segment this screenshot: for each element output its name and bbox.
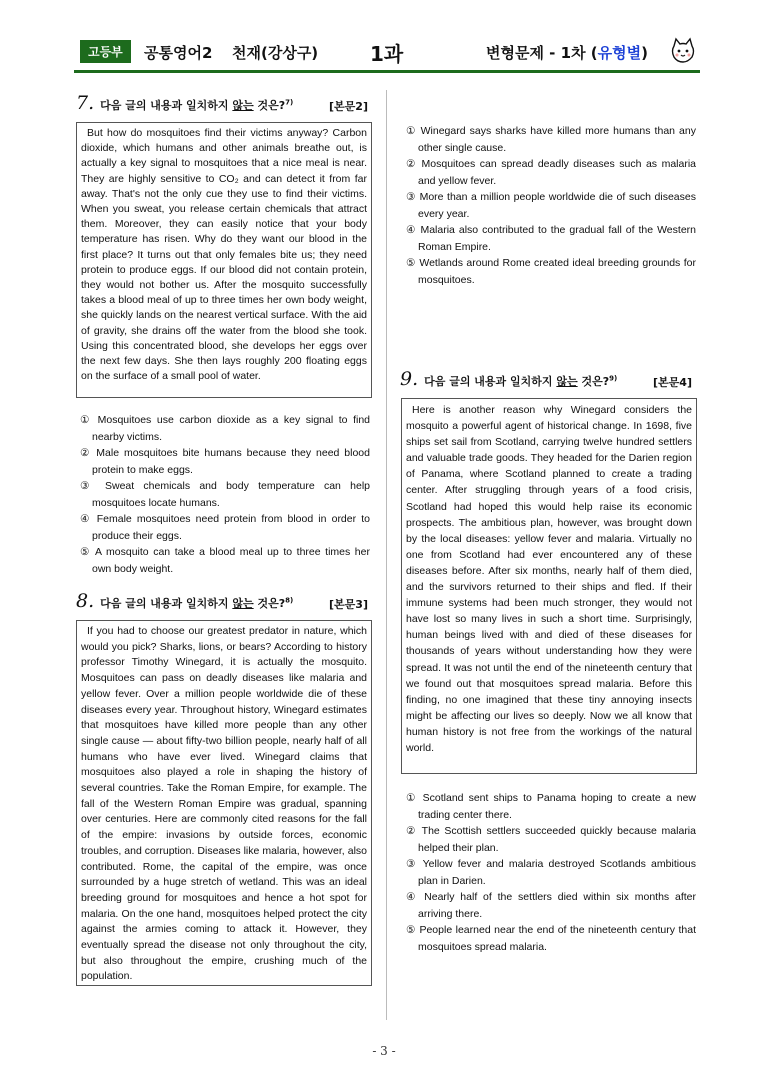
- choice-3[interactable]: ③ More than a million people worldwide die of such diseases every year.: [406, 191, 696, 220]
- choice-4[interactable]: ④ Malaria also contributed to the gradual fall of the Western Roman Empire.: [406, 224, 696, 253]
- subject-title: 공통영어2: [144, 44, 213, 62]
- choice-1[interactable]: ① Winegard says sharks have killed more humans than any other single cause.: [406, 125, 696, 154]
- choice-1[interactable]: ① Mosquitoes use carbon dioxide as a key signal to find nearby victims.: [80, 414, 370, 443]
- page-header: [74, 34, 700, 70]
- lesson-title: 1과: [370, 42, 404, 66]
- question-9-choices: [406, 790, 696, 955]
- question-number: 8.: [76, 590, 95, 612]
- question-8-heading: 8. 다음 글의 내용과 일치하지 않는 것은?$^{8)}$ [본문3]: [76, 590, 368, 612]
- column-divider: [386, 90, 387, 1020]
- level-badge: 고등부: [80, 40, 131, 63]
- passage-reference: [본문3]: [329, 598, 368, 611]
- choice-5[interactable]: ⑤ People learned near the end of the nineteenth century that mosquitoes spread malaria.: [406, 924, 696, 953]
- question-number: 7.: [76, 92, 95, 114]
- choice-3[interactable]: ③ Yellow fever and malaria destroyed Scotlands ambitious plan in Darien.: [406, 858, 696, 887]
- choice-4[interactable]: ④ Female mosquitoes need protein from blood in order to produce their eggs.: [80, 513, 370, 542]
- passage-reference: [본문2]: [329, 100, 368, 113]
- choice-5[interactable]: ⑤ Wetlands around Rome created ideal breeding grounds for mosquitoes.: [406, 257, 696, 286]
- question-7-heading: 7. 다음 글의 내용과 일치하지 않는 것은?$^{7)}$ [본문2]: [76, 92, 368, 114]
- choice-4[interactable]: ④ Nearly half of the settlers died within six months after arriving there.: [406, 891, 696, 920]
- question-9-passage: Here is another reason why Winegard considers the mosquito a powerful agent of historical change. In 1698, five ships set sail from Scotland, carrying twelve hundred settlers and valuable trade goods. They headed for the Darien region of Panama, where Scotland planned to create a trading center. After struggling through years of a food crisis, Scotland had hoped this would help raise its economic prospects. The ambitious plan, however, was brought down by the local diseases: yellow fever and malaria. Virtually no one from Scotland had ever encountered any of these diseases before. After six months, nearly half of them died, and the survivors returned to their ships and fled. If their immune systems had been much stronger, they would not have lost so many lives in such a short time. Surprisingly, human beings lived with and died of these diseases for thousands of years without understanding how they were spread. It was not until the end of the nineteenth century that we found out that mosquitoes spread malaria. Before this finding, no one imagined that these tiny annoying insects might be affecting our lives so deeply. Now we all know that human history is not free from the workings of the natural world.: [401, 398, 697, 774]
- question-8-choices: [406, 123, 696, 288]
- choice-3[interactable]: ③ Sweat chemicals and body temperature can help mosquitoes locate humans.: [80, 480, 370, 509]
- question-7-passage: But how do mosquitoes find their victims anyway? Carbon dioxide, which humans and other animals breathe out, is actually a key signal to mosquitoes that a nice meal is near. They are highly sensitive to CO₂ and can detect it from far away. That's not the only cue they use to find their victims. When you sweat, you release certain chemicals that attract them. Moreover, they can easily notice that your body temperature has risen. Why do they want our blood in the first place? It turns out that only females bite us; they need protein to produce eggs. If our blood did not contain protein, they would not bother us. After the mosquito successfully takes a blood meal of up to three times her own body weight, she quickly lands on the nearest vertical surface. With the aid of gravity, she drains off the water from the blood she took. Using this concentrated blood, she develops her eggs over the next few days. She then lays roughly 200 floating eggs on the surface of a small pool of water.: [76, 122, 372, 398]
- cat-mascot-icon: [668, 36, 698, 66]
- choice-2[interactable]: ② Male mosquitoes bite humans because they need blood protein to make eggs.: [80, 447, 370, 476]
- exam-type-highlight: 유형별: [597, 44, 642, 62]
- question-9-heading: 9. 다음 글의 내용과 일치하지 않는 것은?$^{9)}$ [본문4]: [400, 368, 692, 390]
- choice-2[interactable]: ② Mosquitoes can spread deadly diseases such as malaria and yellow fever.: [406, 158, 696, 187]
- textbook-name: 천재(강상구): [232, 44, 319, 62]
- page-number: - 3 -: [372, 1044, 396, 1058]
- choice-5[interactable]: ⑤ A mosquito can take a blood meal up to three times her own body weight.: [80, 546, 370, 575]
- question-8-passage: If you had to choose our greatest predator in nature, which would you pick? Sharks, lions, or bears? According to history professor Timothy Winegard, it is actually the mosquito. Mosquitoes can pass on deadly diseases like malaria and yellow fever. Over a million people worldwide die of these diseases every year. Throughout history, Winegard estimates that mosquitoes have killed more people than any other single cause — about fifty-two billion people, nearly half of all humans who have ever lived. Winegard claims that mosquitoes also played a role in shaping the history of several countries. Take the Roman Empire, for example. The fall of the Western Roman Empire was gradual, spanning over centuries. Here are commonly cited reasons for the fall of the empire: invasions by outside forces, economic troubles, and corruption. Diseases like malaria, however, also contributed. Rome, the capital of the empire, was once surrounded by a huge stretch of wetland. This was an ideal breeding ground for mosquitoes and hence a hot spot for malaria. On the one hand, mosquitoes helped protect the city against the armies coming to attack it. However, they eventually spread the disease not only throughout the city, but also throughout the empire, crushing much of the population.: [76, 620, 372, 986]
- choice-2[interactable]: ② The Scottish settlers succeeded quickly because malaria helped their plan.: [406, 825, 696, 854]
- exam-type: 변형문제 - 1차 (유형별): [486, 44, 648, 62]
- passage-reference: [본문4]: [653, 376, 692, 389]
- question-number: 9.: [400, 368, 419, 390]
- header-rule: [74, 70, 700, 73]
- question-7-choices: [80, 412, 370, 577]
- choice-1[interactable]: ① Scotland sent ships to Panama hoping to create a new trading center there.: [406, 792, 696, 821]
